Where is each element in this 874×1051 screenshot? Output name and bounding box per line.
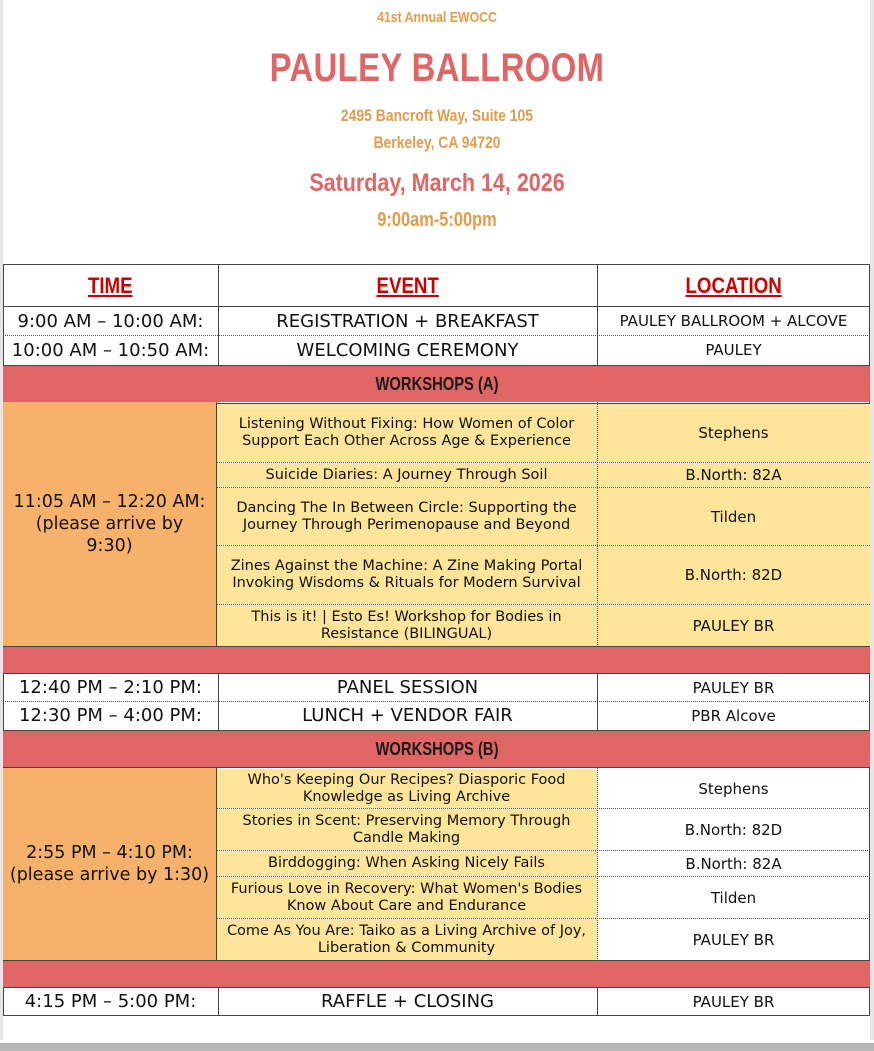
annual-label: 41st Annual EWOCC bbox=[377, 9, 497, 26]
address-line2: Berkeley, CA 94720 bbox=[373, 133, 501, 152]
workshop-a-title: Suicide Diaries: A Journey Through Soil bbox=[216, 463, 597, 487]
workshops-b-time: 2:55 PM – 4:10 PM: (please arrive by 1:30) bbox=[3, 768, 216, 960]
location-column-header: LOCATION bbox=[685, 273, 782, 298]
column-divider bbox=[597, 767, 598, 961]
workshop-a-location: B.North: 82A bbox=[597, 463, 870, 487]
row-divider bbox=[216, 545, 870, 546]
workshop-b-location: B.North: 82D bbox=[684, 820, 783, 839]
workshop-a-title: Dancing The In Between Circle: Supporting the Journey Through Perimenopause and Beyond bbox=[216, 488, 597, 545]
table-row-event: LUNCH + VENDOR FAIR bbox=[302, 705, 513, 726]
row-divider bbox=[3, 987, 870, 988]
table-row-location: PAULEY BR bbox=[692, 992, 775, 1011]
workshops-a-band: WORKSHOPS (A) bbox=[3, 366, 870, 402]
row-divider bbox=[216, 850, 870, 851]
table-row-location: PAULEY BR bbox=[692, 678, 775, 697]
workshop-b-location: PAULEY BR bbox=[692, 930, 775, 949]
column-divider bbox=[597, 402, 598, 647]
row-divider bbox=[216, 808, 870, 809]
table-row-time: 10:00 AM – 10:50 AM: bbox=[11, 339, 210, 361]
row-divider bbox=[216, 918, 870, 919]
table-row-time: 4:15 PM – 5:00 PM: bbox=[24, 991, 197, 1012]
row-divider bbox=[216, 604, 870, 605]
table-row-location: PBR Alcove bbox=[691, 706, 776, 725]
row-divider bbox=[3, 365, 870, 366]
row-divider bbox=[3, 306, 870, 307]
page-bottom-bar bbox=[0, 1043, 874, 1051]
row-divider bbox=[3, 646, 870, 647]
row-divider bbox=[3, 701, 870, 702]
table-row-time: 12:30 PM – 4:00 PM: bbox=[18, 705, 202, 726]
row-divider bbox=[3, 960, 870, 961]
column-divider bbox=[597, 673, 598, 731]
column-divider bbox=[216, 767, 217, 961]
column-divider bbox=[218, 673, 219, 731]
row-divider bbox=[3, 730, 870, 731]
column-divider bbox=[597, 987, 598, 1016]
workshops-b-band: WORKSHOPS (B) bbox=[3, 731, 870, 767]
row-divider bbox=[216, 487, 870, 488]
workshop-a-location: PAULEY BR bbox=[597, 605, 870, 646]
event-date: Saturday, March 14, 2026 bbox=[309, 169, 565, 197]
row-divider bbox=[216, 462, 870, 463]
workshop-b-title: Furious Love in Recovery: What Women's Bodies Know About Care and Endurance bbox=[216, 877, 597, 918]
column-divider bbox=[216, 402, 217, 647]
workshops-a-time: 11:05 AM – 12:20 AM: (please arrive by 9:30) bbox=[3, 402, 216, 646]
venue-title: PAULEY BALLROOM bbox=[269, 46, 605, 90]
time-column-header: TIME bbox=[88, 273, 133, 298]
row-divider bbox=[3, 673, 870, 674]
table-row-time: 9:00 AM – 10:00 AM: bbox=[17, 310, 204, 332]
spacer-band bbox=[3, 961, 870, 987]
row-divider bbox=[3, 767, 870, 768]
column-divider bbox=[597, 264, 598, 366]
workshop-a-location: Stephens bbox=[597, 404, 870, 462]
event-column-header: EVENT bbox=[376, 273, 439, 298]
table-row-location: PAULEY bbox=[705, 341, 762, 359]
event-hours: 9:00am-5:00pm bbox=[377, 209, 497, 231]
table-row-event: RAFFLE + CLOSING bbox=[321, 991, 494, 1012]
table-row-event: REGISTRATION + BREAKFAST bbox=[276, 310, 539, 332]
workshop-b-title: Birddogging: When Asking Nicely Fails bbox=[216, 851, 597, 876]
event-header bbox=[0, 0, 874, 256]
workshop-b-location: B.North: 82A bbox=[685, 854, 782, 873]
column-divider bbox=[218, 987, 219, 1016]
row-divider bbox=[216, 403, 870, 404]
table-row-location: PAULEY BALLROOM + ALCOVE bbox=[619, 312, 848, 330]
workshop-b-title: Who's Keeping Our Recipes? Diasporic Food Knowledge as Living Archive bbox=[216, 769, 597, 808]
workshop-b-title: Stories in Scent: Preserving Memory Through Candle Making bbox=[216, 809, 597, 850]
row-divider bbox=[3, 335, 870, 336]
workshop-b-title: Come As You Are: Taiko as a Living Archive of Joy, Liberation & Community bbox=[216, 919, 597, 960]
workshop-a-title: Zines Against the Machine: A Zine Making Portal Invoking Wisdoms & Rituals for Modern Survival bbox=[216, 546, 597, 604]
workshop-b-location: Stephens bbox=[698, 779, 769, 798]
address-line1: 2495 Bancroft Way, Suite 105 bbox=[340, 106, 534, 125]
table-row-time: 12:40 PM – 2:10 PM: bbox=[18, 677, 202, 698]
column-divider bbox=[218, 264, 219, 366]
spacer-band bbox=[3, 647, 870, 673]
workshop-a-title: This is it! | Esto Es! Workshop for Bodies in Resistance (BILINGUAL) bbox=[216, 605, 597, 646]
workshop-a-title: Listening Without Fixing: How Women of Color Support Each Other Across Age & Experience bbox=[216, 404, 597, 462]
workshop-a-location: Tilden bbox=[597, 488, 870, 545]
workshop-b-location: Tilden bbox=[710, 888, 757, 907]
workshop-a-location: B.North: 82D bbox=[597, 546, 870, 604]
table-row-event: WELCOMING CEREMONY bbox=[296, 339, 519, 361]
table-row-event: PANEL SESSION bbox=[336, 677, 479, 698]
row-divider bbox=[216, 876, 870, 877]
